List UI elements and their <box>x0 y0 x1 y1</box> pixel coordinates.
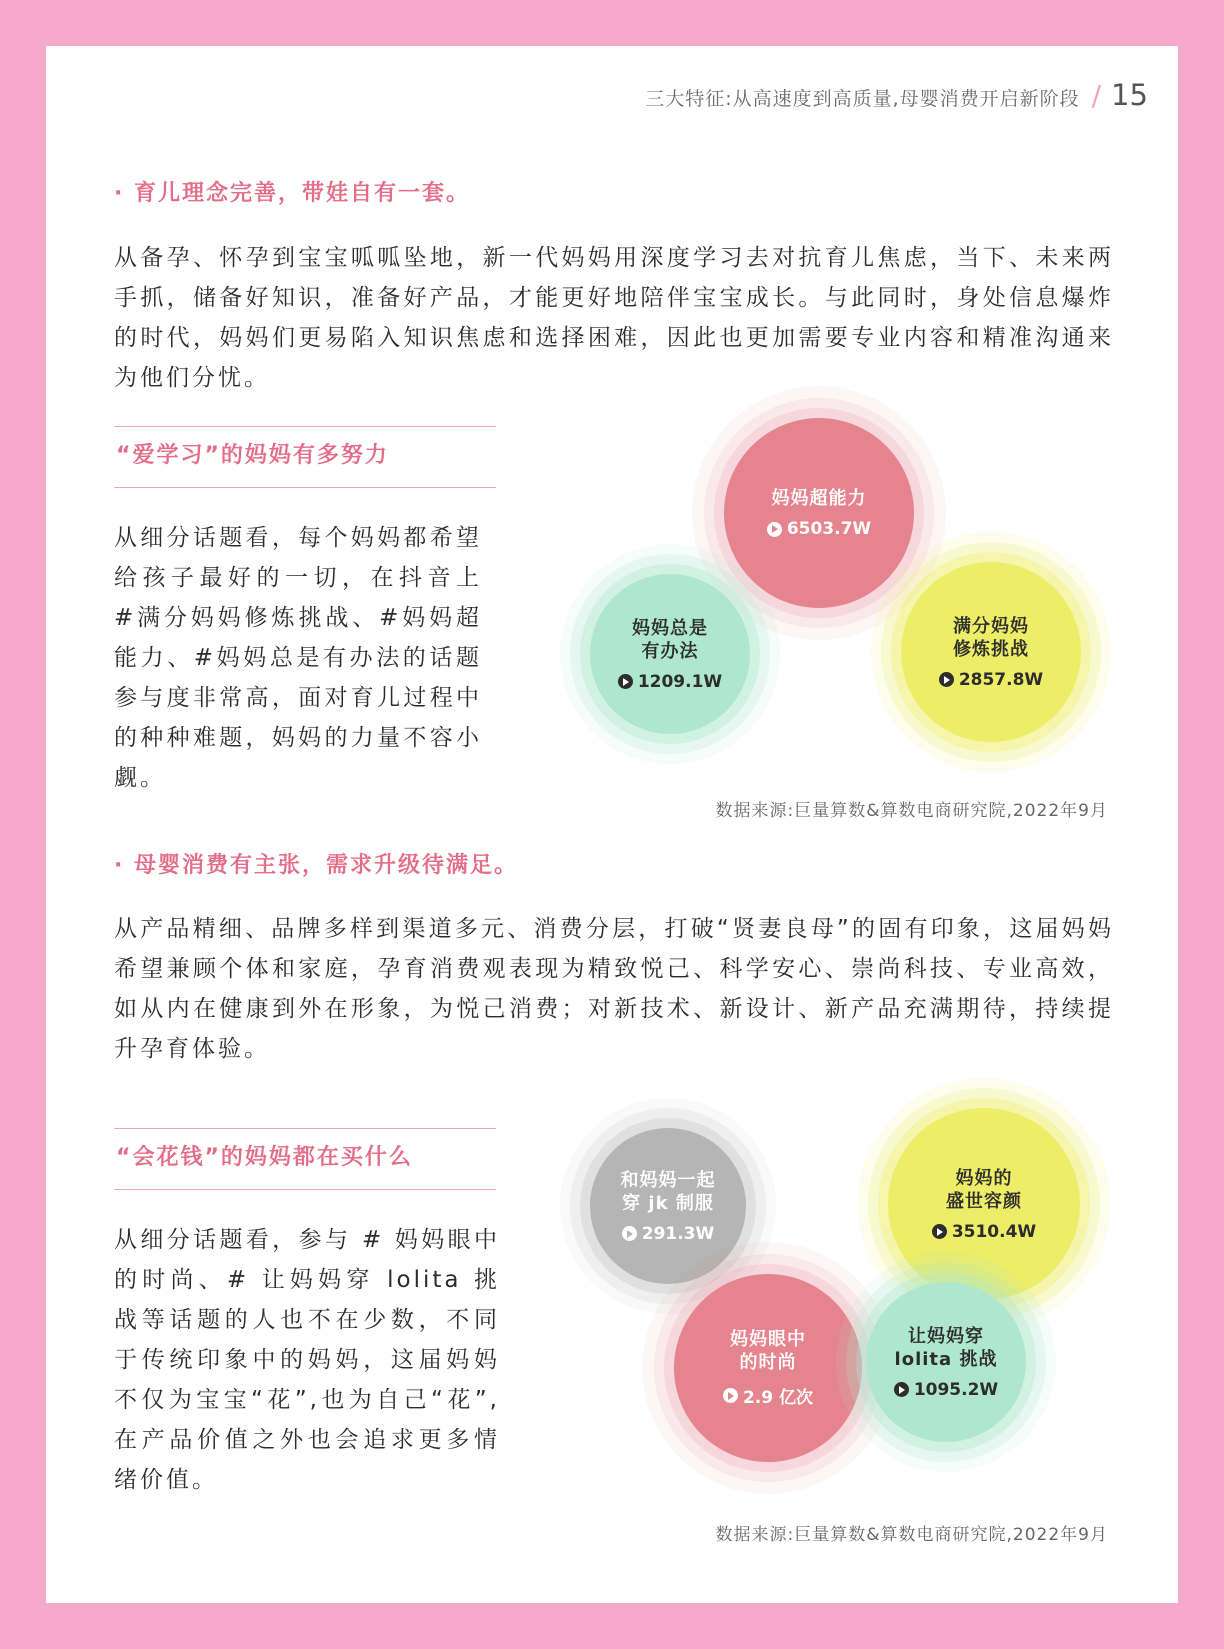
header-divider: / <box>1091 79 1102 112</box>
play-icon <box>622 1226 637 1241</box>
data-source: 数据来源:巨量算数&算数电商研究院,2022年9月 <box>715 1525 1108 1545</box>
bubble-mom-fashion <box>674 1274 862 1462</box>
play-icon <box>767 522 782 537</box>
play-icon <box>723 1388 738 1403</box>
bubble-value: 291.3W <box>641 1223 715 1244</box>
bubble-value: 2857.8W <box>958 669 1044 690</box>
bubble-value: 1095.2W <box>913 1379 999 1400</box>
report-page <box>46 46 1178 1603</box>
bubble-label: 妈妈超能力 <box>771 488 867 509</box>
side-text: 从细分话题看，参与 # 妈妈眼中的时尚、# 让妈妈穿 lolita 挑战等话题的人也不在少数，不同于传统印象中的妈妈，这届妈妈不仅为宝宝“花”,也为自己“花”,在产品价值之外也会追求更多情绪价值。 <box>114 1227 500 1493</box>
bubble-value: 6503.7W <box>786 519 872 539</box>
page-header <box>645 78 1148 112</box>
subtitle-learning: “爱学习”的妈妈有多努力 <box>114 426 496 488</box>
section-paragraph: 从备孕、怀孕到宝宝呱呱坠地，新一代妈妈用深度学习去对抗育儿焦虑，当下、未来两手抓，储备好知识，准备好产品，才能更好地陪伴宝宝成长。与此同时，身处信息爆炸的时代，妈妈们更易陷入知识焦虑和选择困难，因此也更加需要专业内容和精准沟通来为他们分忧。 <box>114 245 1114 391</box>
bubble-value: 3510.4W <box>951 1221 1037 1242</box>
bubble-label: 妈妈的 盛世容颜 <box>946 1167 1022 1212</box>
bubble-mom-superpower <box>724 418 914 608</box>
section-title: · 母婴消费有主张，需求升级待满足。 <box>114 853 519 878</box>
page-number: 15 <box>1111 78 1148 112</box>
side-text: 从细分话题看，每个妈妈都希望给孩子最好的一切，在抖音上 #满分妈妈修炼挑战、#妈妈超能力、#妈妈总是有办法的话题参与度非常高，面对育儿过程中的种种难题，妈妈的力量不容小觑。 <box>114 525 482 791</box>
bubble-lolita-challenge <box>866 1282 1026 1442</box>
bubble-jk-uniform <box>590 1128 746 1284</box>
bubble-mom-beauty <box>888 1108 1080 1300</box>
bubble-label: 让妈妈穿 lolita 挑战 <box>894 1325 998 1370</box>
section-paragraph: 从产品精细、品牌多样到渠道多元、消费分层，打破“贤妻良母”的固有印象，这届妈妈希望兼顾个体和家庭，孕育消费观表现为精致悦己、科学安心、崇尚科技、专业高效，如从内在健康到外在形象，为悦己消费；对新技术、新设计、新产品充满期待，持续提升孕育体验。 <box>114 916 1114 1062</box>
bubble-mom-has-a-way <box>590 574 750 734</box>
data-source: 数据来源:巨量算数&算数电商研究院,2022年9月 <box>715 801 1108 821</box>
bubble-value: 2.9 亿次 <box>742 1388 814 1408</box>
section-title: · 育儿理念完善，带娃自有一套。 <box>114 181 471 206</box>
play-icon <box>618 674 633 689</box>
play-icon <box>939 672 954 687</box>
bubble-label: 妈妈总是 有办法 <box>632 617 708 662</box>
bubble-label: 和妈妈一起 穿 jk 制服 <box>620 1169 716 1214</box>
bubble-perfect-mom-challenge <box>901 562 1081 742</box>
play-icon <box>894 1382 909 1397</box>
bubble-label: 妈妈眼中 的时尚 <box>730 1329 806 1373</box>
header-title: 三大特征:从高速度到高质量,母婴消费开启新阶段 <box>645 88 1080 110</box>
bubble-label: 满分妈妈 修炼挑战 <box>953 615 1029 660</box>
bubble-value: 1209.1W <box>637 671 723 692</box>
subtitle-spending: “会花钱”的妈妈都在买什么 <box>114 1128 496 1190</box>
play-icon <box>932 1224 947 1239</box>
